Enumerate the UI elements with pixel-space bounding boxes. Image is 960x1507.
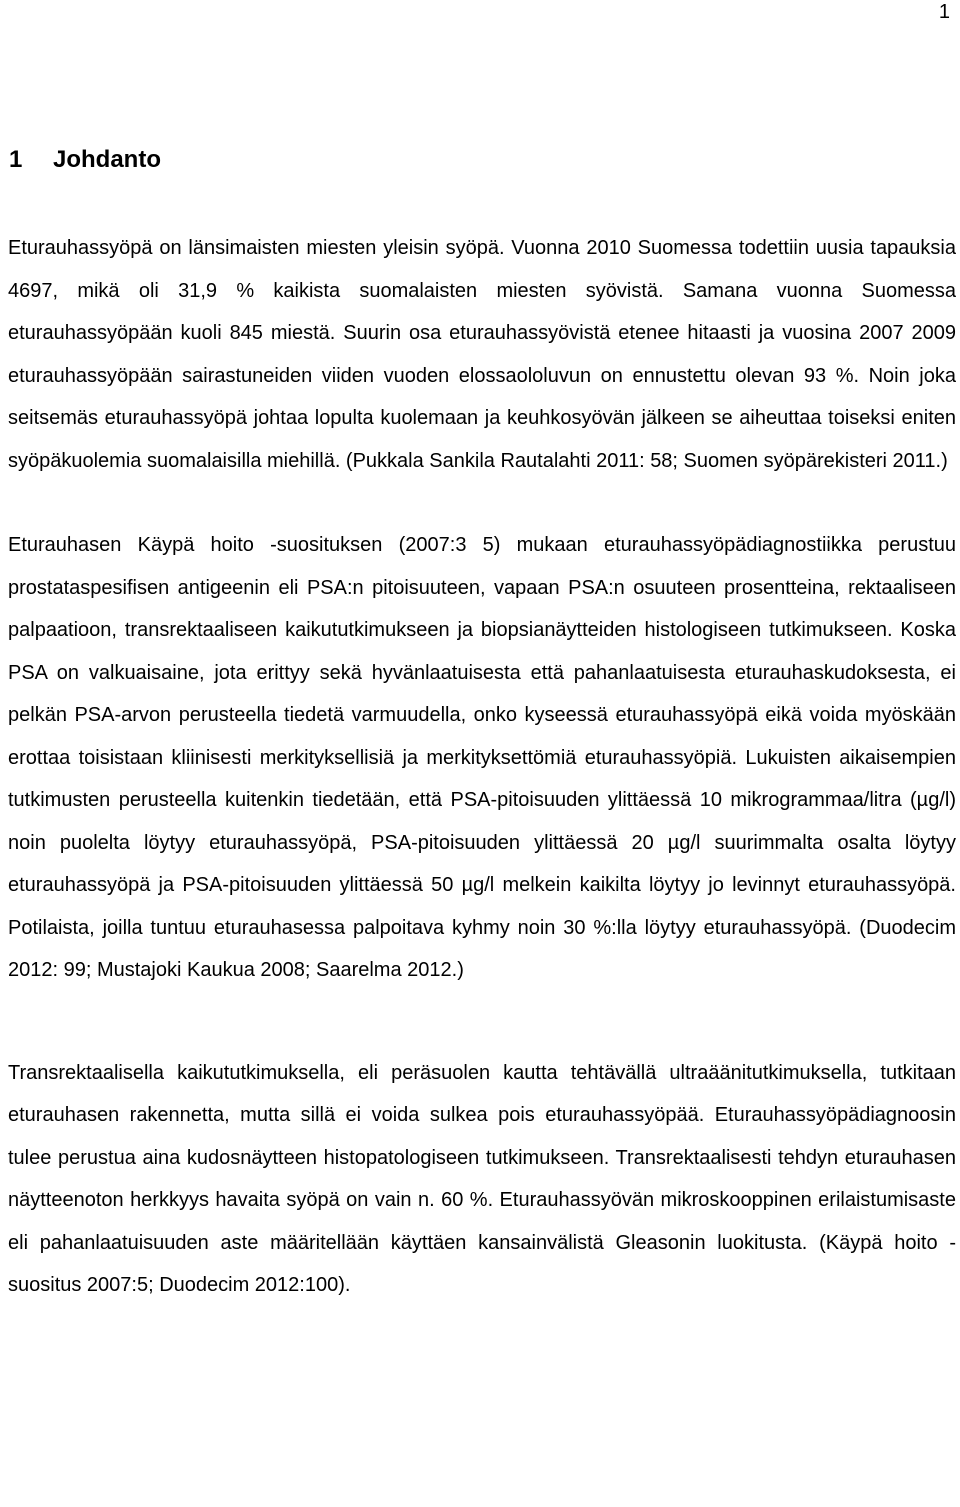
section-number: 1	[9, 146, 23, 173]
page-number: 1	[938, 1, 950, 23]
section-heading	[9, 145, 161, 175]
document-body	[8, 227, 956, 1307]
section-title: Johdanto	[53, 146, 161, 173]
paragraph-ultrasound: Transrektaalisella kaikututkimuksella, eli peräsuolen kautta tehtävällä ultraäänitutkimuksella, tutkitaan eturauhasen rakennetta, mutta sillä ei voida sulkea pois eturauhassyöpää. Eturauhassyöpädiagnoosin tulee perustua aina kudosnäytteen histopatologiseen tutkimukseen. Transrektaalisesti tehdyn eturauhasen näytteenoton herkkyys havaita syöpä on vain n. 60 %. Eturauhassyövän mikroskooppinen erilaistumisaste eli pahanlaatuisuuden aste määritellään käyttäen kansainvälistä Gleasonin luokitusta. (Käypä hoito -suositus 2007:5; Duodecim 2012:100).	[8, 1061, 956, 1296]
paragraph-incidence: Eturauhassyöpä on länsimaisten miesten yleisin syöpä. Vuonna 2010 Suomessa todettiin uusia tapauksia 4697, mikä oli 31,9 % kaikista suomalaisten miesten syövistä. Samana vuonna Suomessa eturauhassyöpään kuoli 845 miestä. Suurin osa eturauhassyövistä etenee hitaasti ja vuosina 2007 2009 eturauhassyöpään sairastuneiden viiden vuoden elossaololuvun on ennustettu olevan 93 %. Noin joka seitsemäs eturauhassyöpä johtaa lopulta kuolemaan ja keuhkosyövän jälkeen se aiheuttaa toiseksi eniten syöpäkuolemia suomalaisilla miehillä. (Pukkala Sankila Rautalahti 2011: 58; Suomen syöpärekisteri 2011.)	[8, 237, 956, 472]
paragraph-diagnostics: Eturauhasen Käypä hoito -suosituksen (2007:3 5) mukaan eturauhassyöpädiagnostiikka perustuu prostataspesifisen antigeenin eli PSA:n pitoisuuteen, vapaan PSA:n osuuteen prosentteina, rektaaliseen palpaatioon, transrektaaliseen kaikututkimukseen ja biopsianäytteiden histologiseen tutkimukseen. Koska PSA on valkuaisaine, jota erittyy sekä hyvänlaatuisesta että pahanlaatuisesta eturauhaskudoksesta, ei pelkän PSA-arvon perusteella tiedetä varmuudella, onko kyseessä eturauhassyöpä eikä voida myöskään erottaa toisistaan kliinisesti merkityksellisiä ja merkityksettömiä eturauhassyöpiä. Lukuisten aikaisempien tutkimusten perusteella kuitenkin tiedetään, että PSA-pitoisuuden ylittäessä 10 mikrogrammaa/litra (µg/l) noin puolelta löytyy eturauhassyöpä, PSA-pitoisuuden ylittäessä 20 µg/l suurimmalta osalta löytyy eturauhassyöpä ja PSA-pitoisuuden ylittäessä 50 µg/l melkein kaikilta löytyy jo levinnyt eturauhassyöpä. Potilaista, joilla tuntuu eturauhasessa palpoitava kyhmy noin 30 %:lla löytyy eturauhassyöpä. (Duodecim 2012: 99; Mustajoki Kaukua 2008; Saarelma 2012.)	[8, 534, 956, 981]
